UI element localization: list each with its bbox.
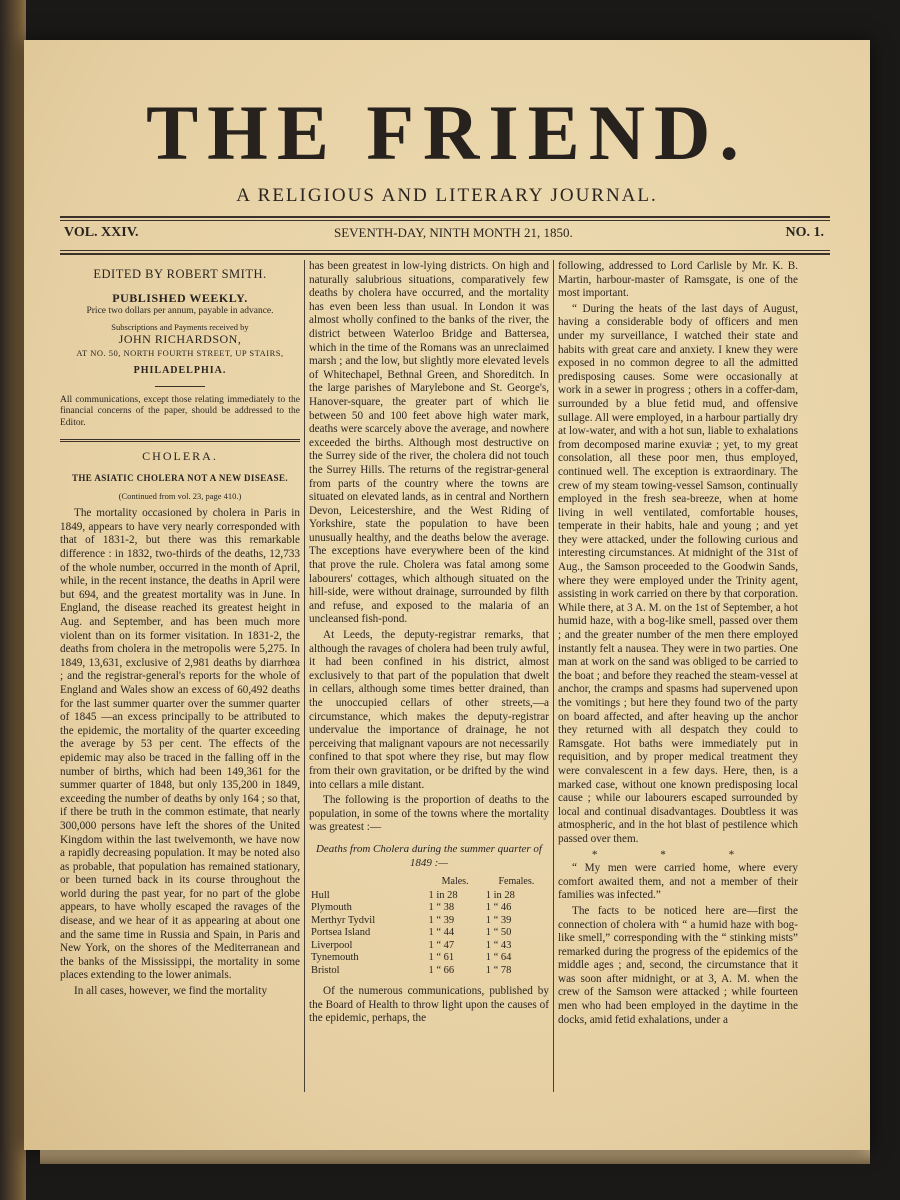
- article-paragraph: “ My men were carried home, where every comfort awaited them, and not a member of their families was infected.”: [558, 862, 798, 902]
- article-subheading: THE ASIATIC CHOLERA NOT A NEW DISEASE.: [71, 473, 289, 484]
- table-title: Deaths from Cholera during the summer quarter of 1849 :—: [315, 842, 542, 869]
- editor-line: EDITED BY ROBERT SMITH.: [93, 267, 267, 281]
- article-paragraph: “ During the heats of the last days of August, having a considerable body of officers and men under my surveillance, I watched their state and habits with great care and anxiety. I knew they were exposed in no common degree to all the admitted predisposing causes. Some were occasionally at work in a sewer in progress ; others in a coffer-dam, surrounded by a blue fetid mud, and offensive sullage. All were employed, in a harbour partially dry at low-water, and with a hot sun, liable to exhalations from decomposed marine exuviæ ; yet, to my great consolation, all these poor men, thus employed, continued well. The exception is extraordinary. The crew of my steam towing-vessel Samson, continually employed in the fresh sea-breeze, when at home living in well ventilated, comfortable houses, temperate in their habits, hale and young ; and yet they were attacked, under the following curious and interesting circumstances. At midnight of the 31st of Aug., the Samson proceeded to the Goodwin Sands, where they were employed under the Trinity agent, assisting in work carried on there by that corporation. While there, at 3 A. M. on the 1st of September, a hot humid haze, with a bog-like smell, passed over them ; and the greater number of the men there employed instantly felt a nausea. They were in two parties. One man at work on the sand was obliged to be carried to the boat ; and before they reached the steam-vessel at anchor, the cramps and spasms had supervened upon the vomitings ; but here they found two of the party on board affected, and after heaving up the anchor they returned with all despatch they could to Ramsgate. Hot baths were immediately put in requisition, and by proper medical treatment they were convalescent in a few days. Here, then, is a marked case, without one known predisposing local cause ; while our labourers escaped surrounded by local and continual disadvantages. Doubtless it was atmospheric, and in the hot blast of pestilence which passed over them.: [558, 302, 798, 845]
- newspaper-page: [24, 40, 870, 1150]
- issue-date: SEVENTH-DAY, NINTH MONTH 21, 1850.: [334, 225, 573, 240]
- females-cell: 1 “ 64: [485, 952, 512, 964]
- females-cell: 1 in 28: [485, 889, 515, 901]
- volume-label: VOL. XXIV.: [64, 225, 139, 240]
- females-cell: 1 “ 43: [485, 939, 512, 951]
- table-header: Females.: [498, 876, 535, 888]
- females-cell: 1 “ 46: [485, 902, 512, 914]
- section-stars: * * *: [591, 848, 765, 861]
- article-paragraph: At Leeds, the deputy-registrar remarks, that although the ravages of cholera had been truly awful, it had been confined in his district, almost exclusively to that part of the population that dwelt in cellars, although some times better drained, than the unoccupied cellars of other streets,—a circumstance, which makes the deputy-registrar undervalue the importance of drainage, he not perceiving that malignant vapours are not necessarily confined to that spot where they rise, but may flow from their own gravitation, or be drifted by the wind into cellars a mile distant.: [309, 629, 549, 791]
- dateline-rule-thick: [60, 253, 830, 255]
- table-row: [309, 915, 549, 928]
- article-paragraph: following, addressed to Lord Carlisle by Mr. K. B. Martin, harbour-master of Ramsgate, is one of the most important.: [558, 260, 798, 300]
- newspaper-title: THE FRIEND.: [146, 89, 748, 176]
- males-cell: 1 “ 61: [428, 952, 455, 964]
- females-cell: 1 “ 78: [485, 964, 512, 976]
- males-cell: 1 “ 39: [428, 914, 455, 926]
- mortality-table: [309, 874, 549, 977]
- males-cell: 1 “ 44: [428, 927, 455, 939]
- subscriptions-line: Subscriptions and Payments received by: [111, 322, 249, 333]
- article-paragraph: The following is the proportion of deaths to the population, in some of the towns where the mortality was greatest :—: [309, 794, 549, 834]
- masthead-rule-top: [60, 216, 830, 218]
- town-cell: Merthyr Tydvil: [311, 914, 376, 926]
- continued-note: (Continued from vol. 23, page 410.): [118, 490, 242, 501]
- column-1: [60, 260, 300, 1080]
- males-cell: 1 “ 66: [428, 964, 455, 976]
- town-cell: Hull: [311, 889, 330, 901]
- table-header: Males.: [441, 876, 469, 888]
- column-3: [558, 260, 798, 1090]
- dateline-rule: [60, 250, 830, 251]
- town-cell: Plymouth: [311, 902, 352, 914]
- table-row: [309, 902, 549, 915]
- issue-number: NO. 1.: [785, 225, 824, 240]
- book-spine: [0, 0, 26, 1200]
- dateline: [64, 225, 824, 249]
- table-header-row: [309, 874, 549, 890]
- agent-name: JOHN RICHARDSON,: [118, 332, 242, 347]
- table-row: [309, 940, 549, 953]
- article-paragraph: The facts to be noticed here are—first the connection of cholera with “ a humid haze with bog-like smell,” corresponding with the “ stinking mists” remarked during the progress of the epidemics of the middle ages ; and, second, the circumstance that it was soon after midnight, or at 3, A. M. when the crew of the Samson were attacked ; while fourteen men who had been employed in the daytime in the docks, amid fetid exhalations, under a: [558, 904, 798, 1026]
- table-row: [309, 927, 549, 940]
- town-cell: Portsea Island: [311, 927, 371, 939]
- article-paragraph: In all cases, however, we find the mortality: [74, 985, 268, 998]
- article-paragraph: has been greatest in low-lying districts. On high and naturally salubrious situations, comparatively few deaths by cholera have occurred, and the mortality has even been less than usual. In London it was almost wholly confined to the banks of the river, the district between Waterloo Bridge and Battersea, which in the time of the Romans was an unreclaimed marsh ; and the low, but slightly more elevated levels of Whitechapel, Bethnal Green, and Shoreditch. In the large parishes of Marylebone and St. George's, Hanover-square, the greater part of which lie between 50 and 100 feet above high water mark, deaths were scarcely above the average, and nowhere exceeded the births. Although most destructive on the Surrey side of the river, the cholera did not touch the Surrey Hills. The returns of the registrar-general from parts of the country where the towns are situated on elevated lands, as in central and Northern Devon, Leicestershire, and the West Riding of Yorkshire, state the population to have been unusually healthy, and the deaths below the average. The exceptions have everywhere been of the kind that prove the rule. Cholera was fatal among some labourers' cottages, which although situated on the hill-side, were without drainage, surrounded by filth and refuse, and exposed to the malaria of an uncleansed fish-pond.: [309, 260, 549, 626]
- section-divider: [60, 439, 300, 442]
- town-cell: Tynemouth: [311, 952, 359, 964]
- table-row: [309, 890, 549, 903]
- imprint-divider: [155, 386, 205, 387]
- city-line: PHILADELPHIA.: [133, 365, 227, 377]
- town-cell: Bristol: [311, 964, 340, 976]
- table-header: [309, 874, 427, 890]
- males-cell: 1 “ 47: [428, 939, 455, 951]
- page-stack-edge: [40, 1150, 870, 1164]
- males-cell: 1 in 28: [428, 889, 458, 901]
- newspaper-subtitle: A RELIGIOUS AND LITERARY JOURNAL.: [236, 185, 658, 206]
- column-2: [309, 260, 549, 1090]
- town-cell: Liverpool: [311, 939, 353, 951]
- females-cell: 1 “ 39: [485, 914, 512, 926]
- column-divider-2: [553, 260, 554, 1092]
- frequency-line: PUBLISHED WEEKLY.: [112, 290, 248, 305]
- agent-address: AT NO. 50, NORTH FOURTH STREET, UP STAIRS,: [76, 347, 284, 358]
- table-row: [309, 952, 549, 965]
- masthead-rule-top-thin: [60, 220, 830, 221]
- article-heading: CHOLERA.: [142, 449, 218, 464]
- table-row: [309, 965, 549, 978]
- article-paragraph: The mortality occasioned by cholera in Paris in 1849, appears to have very nearly corresponded with that of 1831-2, but there was this remarkable difference : in 1832, two-thirds of the deaths, 12,733 of the whole number, occurred in the month of April, while, in the recent instance, the deaths in April were but 694, and the greatest mortality was in June. In England, the disease reached its greatest height in Aug. and September, and has been much more violent than on its former visitation. In 1831-2, the deaths from cholera in the metropolis were 5,275. In 1849, 13,631, exclusive of 2,981 deaths by diarrhœa ; and the registrar-general's reports for the whole of England and Wales show an excess of 60,492 deaths for the last summer quarter over the summer quarter of 1845 —an excess principally to be attributed to the epidemic, the mortality of the quarter exceeding the average by 53 per cent. The effects of the epidemic may also be traced in the falling off in the number of births, which had been 149,361 for the summer quarter of 1848, but only 135,200 in 1849, exceeding the number of deaths by only 164 ; so that, if there be truth in the common estimate, that nearly 300,000 persons have left the shores of the United Kingdom within the last twelvemonth, we have now a rapidly decreasing population. It may be noted also as probable, that population has remained stationary, or been turned back in its course throughout the world during the past year, for no part of the globe appears, to have wholly escaped the ravages of the disease, and we hear of it as appearing at about one and the same time in Russia and Spain, in Paris and New York, on the shores of the Mediterranean and the banks of the Mississippi, the mortality in some places extending to the lower animals.: [60, 507, 300, 982]
- column-divider-1: [304, 260, 305, 1092]
- editor-notice: All communications, except those relating immediately to the financial concerns of the paper, should be addressed to the Editor.: [60, 394, 300, 428]
- article-paragraph: Of the numerous communications, published by the Board of Health to throw light upon the causes of the epidemic, perhaps, the: [309, 985, 549, 1025]
- females-cell: 1 “ 50: [485, 927, 512, 939]
- price-line: Price two dollars per annum, payable in advance.: [86, 306, 274, 317]
- males-cell: 1 “ 38: [428, 902, 455, 914]
